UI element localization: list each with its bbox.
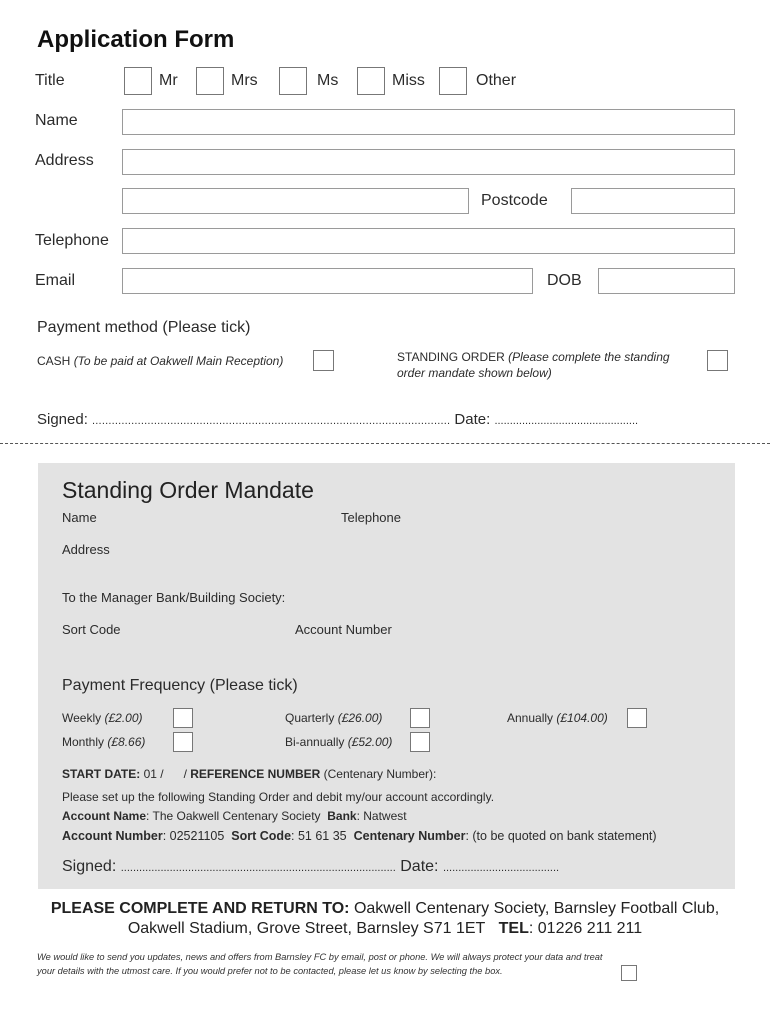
mandate-telephone-label: Telephone — [341, 510, 401, 525]
cash-checkbox[interactable] — [313, 350, 334, 371]
title-ms-checkbox[interactable] — [279, 67, 307, 95]
title-label: Title — [35, 72, 65, 89]
title-mrs-label: Mrs — [231, 72, 258, 89]
cash-label: CASH — [37, 354, 71, 368]
title-ms-label: Ms — [317, 72, 339, 89]
signed-dots: .............................................................................................................. — [92, 415, 451, 427]
standing-order-option-label — [397, 349, 670, 381]
account-number-label: Account Number — [62, 829, 163, 843]
weekly-checkbox[interactable] — [173, 708, 193, 728]
dob-field[interactable] — [598, 268, 735, 294]
biannually-price: (£52.00) — [347, 735, 393, 749]
biannually-label: Bi-annually — [285, 735, 345, 749]
name-label: Name — [35, 112, 78, 129]
bank-value: : Natwest — [356, 809, 407, 823]
return-instructions-line-2 — [0, 920, 770, 938]
biannually-option-label — [285, 735, 392, 749]
title-miss-label: Miss — [392, 72, 425, 89]
cut-line-divider — [0, 443, 770, 444]
payment-frequency-heading: Payment Frequency (Please tick) — [62, 677, 298, 694]
account-number-value: : 02521105 — [162, 829, 225, 843]
account-name-value: : The Oakwell Centenary Society — [146, 809, 321, 823]
monthly-label: Monthly — [62, 735, 105, 749]
privacy-notice-line-1: We would like to send you updates, news and offers from Barnsley FC by email, post or phone. We will always protect your data and treat — [37, 952, 603, 962]
address-field-line-2[interactable] — [122, 188, 469, 214]
mandate-date-dots: ...................................... — [442, 862, 560, 874]
quarterly-option-label — [285, 711, 382, 725]
standing-order-note-1: (Please complete the standing — [508, 350, 670, 364]
signed-label: Signed: — [37, 411, 88, 428]
mandate-sort-code-label: Sort Code — [62, 622, 121, 637]
privacy-notice-line-2: your details with the utmost care. If you would prefer not to be contacted, please let us know by selecting the box. — [37, 966, 503, 976]
payment-method-heading: Payment method (Please tick) — [37, 319, 251, 336]
email-field[interactable] — [122, 268, 533, 294]
monthly-checkbox[interactable] — [173, 732, 193, 752]
return-address-1: Oakwell Centenary Society, Barnsley Football Club, — [349, 900, 720, 917]
postcode-label: Postcode — [481, 192, 548, 209]
mandate-address-label: Address — [62, 542, 110, 557]
quarterly-price: (£26.00) — [337, 711, 383, 725]
telephone-field[interactable] — [122, 228, 735, 254]
centenary-number-value: : (to be quoted on bank statement) — [465, 829, 657, 843]
mandate-date-label: Date: — [400, 858, 439, 875]
mandate-heading: Standing Order Mandate — [62, 477, 314, 503]
monthly-price: (£8.66) — [107, 735, 146, 749]
account-name-line — [62, 809, 407, 823]
biannually-checkbox[interactable] — [410, 732, 430, 752]
date-dots: ............................................... — [494, 415, 639, 427]
standing-order-mandate-panel — [38, 463, 735, 889]
mandate-account-number-label: Account Number — [295, 622, 392, 637]
annually-option-label — [507, 711, 608, 725]
title-mr-label: Mr — [159, 72, 178, 89]
mandate-manager-label: To the Manager Bank/Building Society: — [62, 590, 286, 605]
standing-order-note-2: order mandate shown below) — [397, 366, 552, 380]
return-address-2: Oakwell Stadium, Grove Street, Barnsley S71 1ET — [127, 920, 486, 937]
date-label: Date: — [454, 411, 491, 428]
standing-order-label: STANDING ORDER — [397, 350, 505, 364]
annually-price: (£104.00) — [556, 711, 608, 725]
sort-code-value: : 51 61 35 — [291, 829, 347, 843]
address-field-line-1[interactable] — [122, 149, 735, 175]
start-date-label: START DATE: — [62, 767, 141, 781]
signature-line — [37, 411, 737, 428]
telephone-label: Telephone — [35, 232, 109, 249]
page-title: Application Form — [37, 26, 235, 53]
reference-number-label: REFERENCE NUMBER — [190, 767, 321, 781]
standing-order-checkbox[interactable] — [707, 350, 728, 371]
opt-out-checkbox[interactable] — [621, 965, 637, 981]
annually-checkbox[interactable] — [627, 708, 647, 728]
cash-option-label — [37, 354, 283, 368]
quarterly-checkbox[interactable] — [410, 708, 430, 728]
tel-value: : 01226 211 211 — [528, 920, 643, 937]
monthly-option-label — [62, 735, 145, 749]
mandate-instruction: Please set up the following Standing Order and debit my/our account accordingly. — [62, 790, 495, 804]
name-field[interactable] — [122, 109, 735, 135]
title-mrs-checkbox[interactable] — [196, 67, 224, 95]
start-date-value: 01 / / — [143, 767, 187, 781]
start-date-reference-line — [62, 767, 436, 781]
return-lead: PLEASE COMPLETE AND RETURN TO: — [50, 900, 350, 917]
mandate-signed-dots: .......................................................................................... — [120, 862, 396, 874]
cash-note: (To be paid at Oakwell Main Reception) — [73, 354, 284, 368]
title-other-checkbox[interactable] — [439, 67, 467, 95]
address-label: Address — [35, 152, 94, 169]
postcode-field[interactable] — [571, 188, 735, 214]
quarterly-label: Quarterly — [285, 711, 335, 725]
reference-number-note: (Centenary Number): — [323, 767, 437, 781]
account-name-label: Account Name — [62, 809, 147, 823]
mandate-signature-line — [62, 858, 722, 876]
weekly-label: Weekly — [62, 711, 102, 725]
mandate-name-label: Name — [62, 510, 97, 525]
tel-label: TEL — [498, 920, 529, 937]
weekly-price: (£2.00) — [104, 711, 143, 725]
account-details-line — [62, 829, 657, 843]
weekly-option-label — [62, 711, 143, 725]
return-instructions-line-1 — [0, 900, 770, 918]
title-miss-checkbox[interactable] — [357, 67, 385, 95]
annually-label: Annually — [507, 711, 554, 725]
title-other-label: Other — [476, 72, 517, 89]
dob-label: DOB — [547, 272, 582, 289]
sort-code-label: Sort Code — [231, 829, 292, 843]
email-label: Email — [35, 272, 76, 289]
centenary-number-label: Centenary Number — [353, 829, 466, 843]
mandate-signed-label: Signed: — [62, 858, 117, 875]
bank-label: Bank — [327, 809, 357, 823]
title-mr-checkbox[interactable] — [124, 67, 152, 95]
